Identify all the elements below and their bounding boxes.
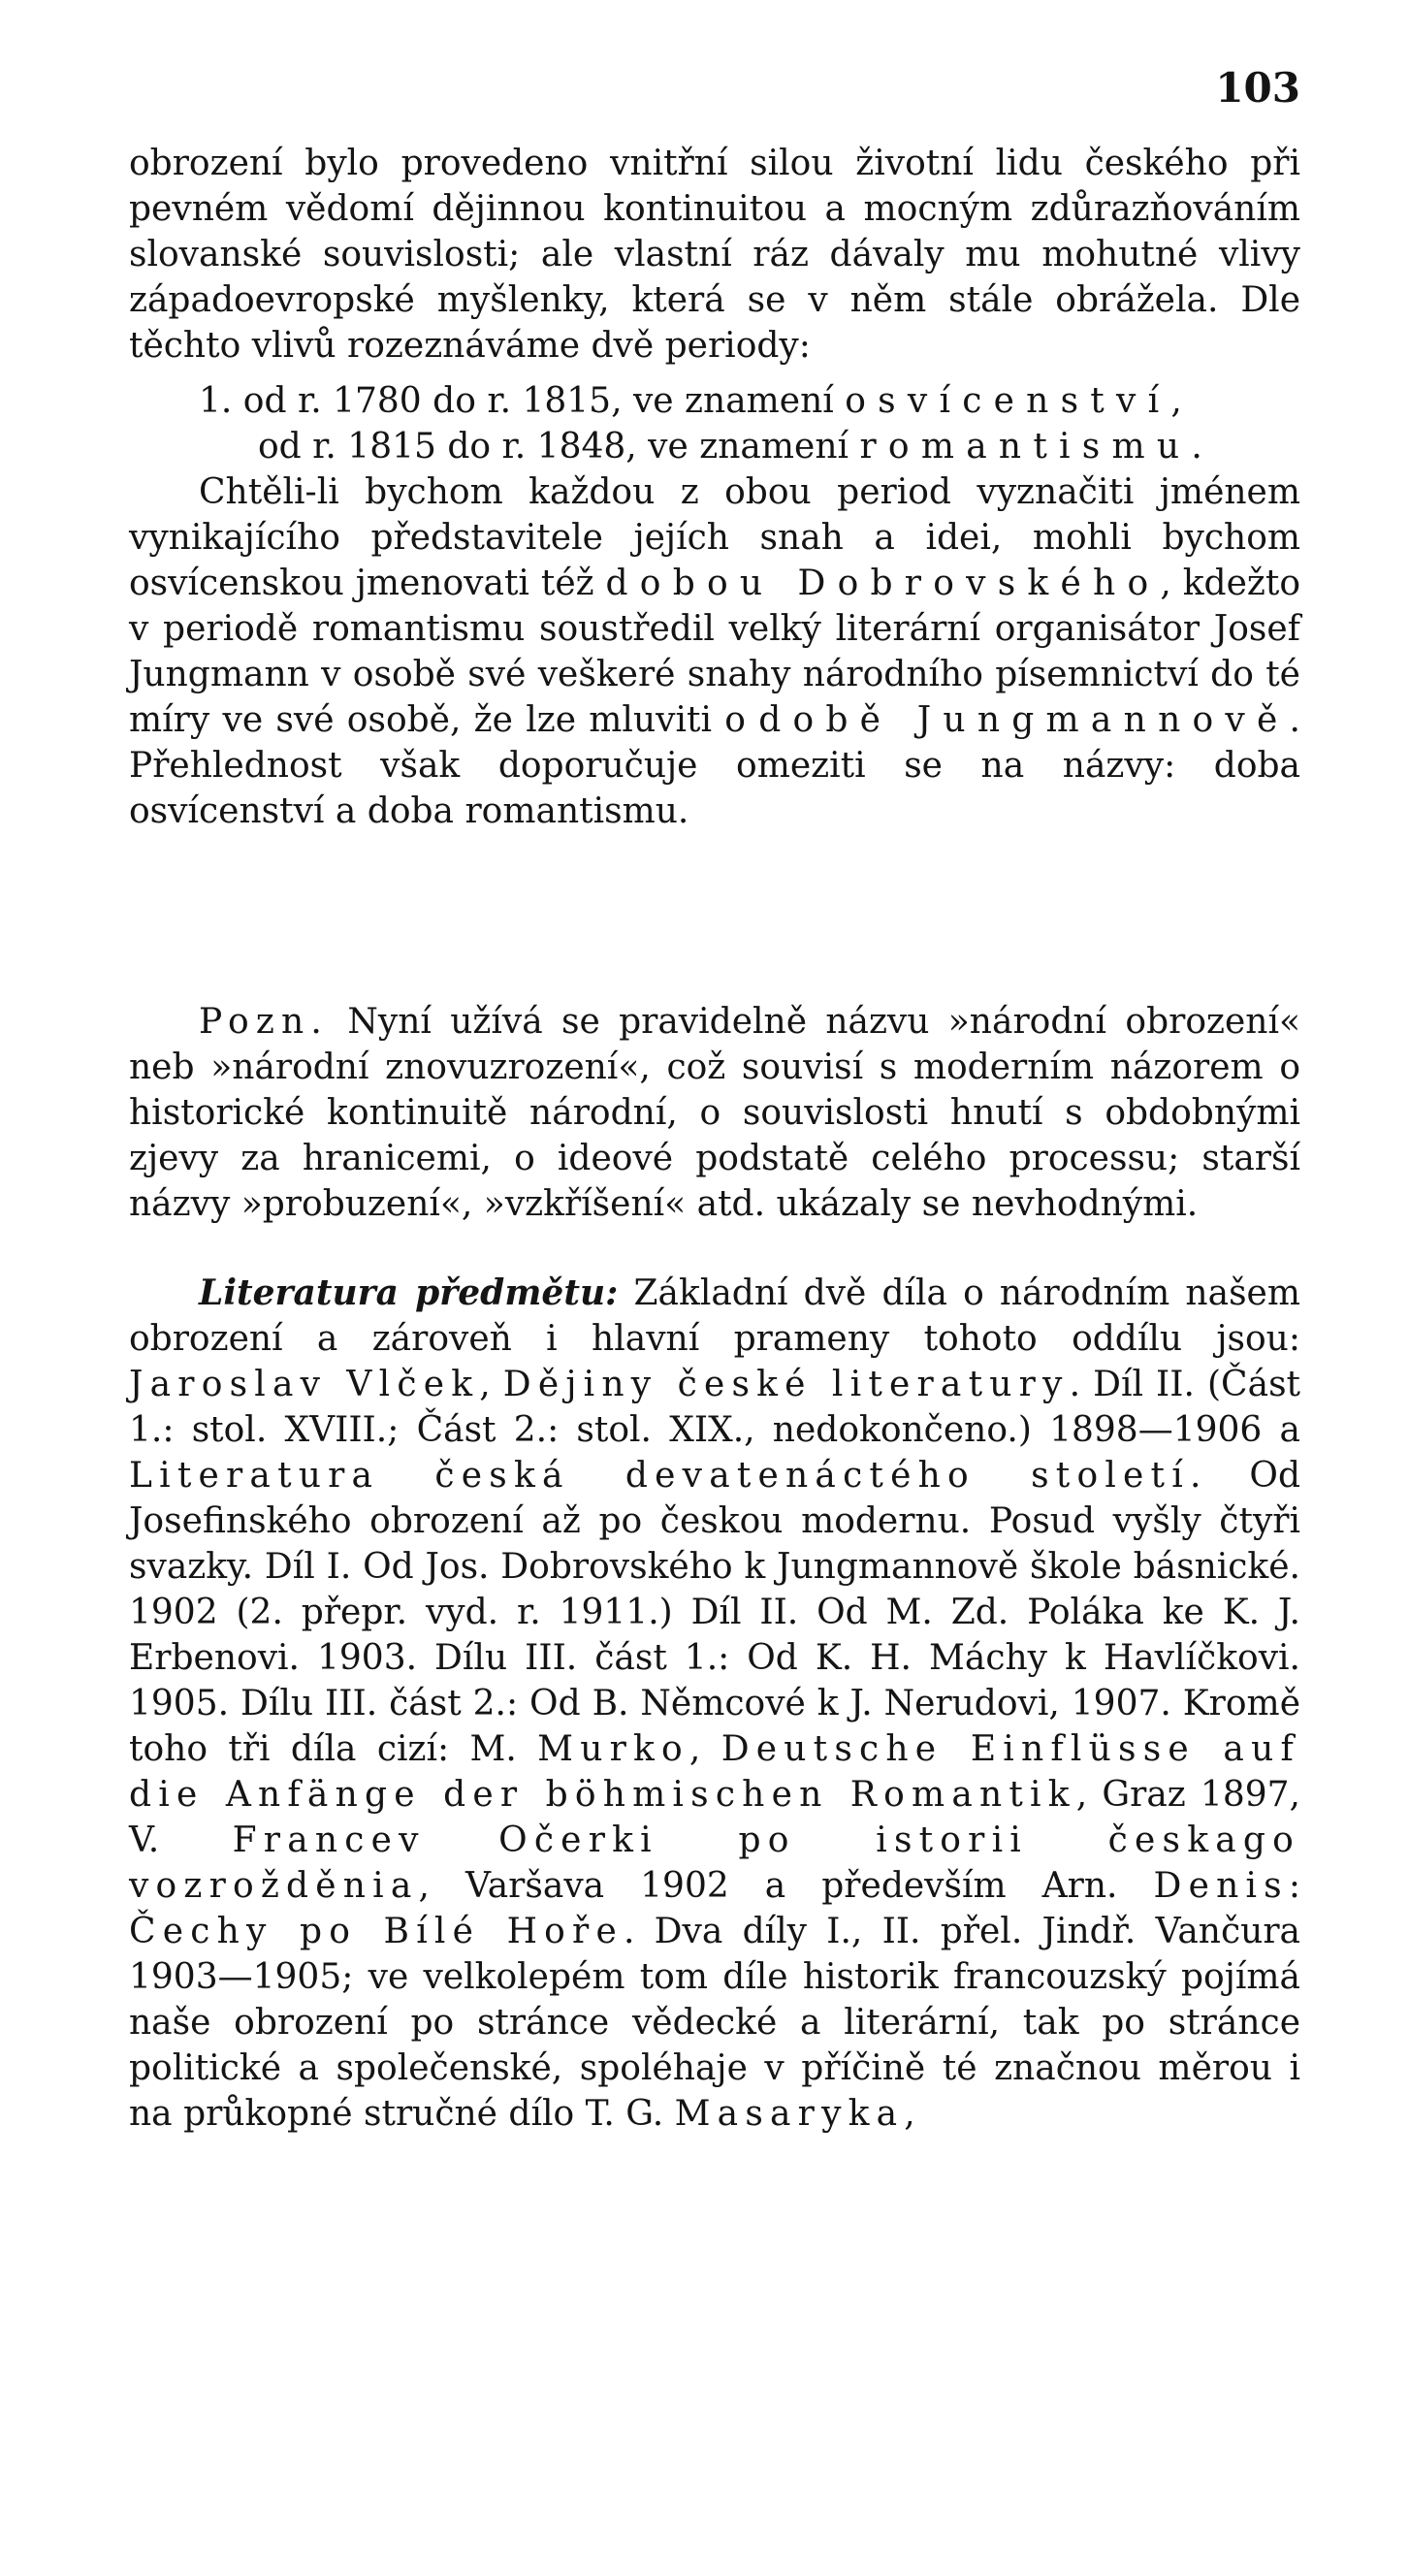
lit-text-10: . Dva díly I., II. přel. Jindř. Vančura 1903—1905; ve velkolepém tom díle historik francouzský pojímá naše obrození po stránce vědecké a literární, tak po stránce politické a společenské, spoléhaje v příčině té značnou měrou i na průkopné stručné dílo T. G. [129, 1912, 1300, 2134]
lit-title-ocerki: Očerki po istorii českago vozrožděnia [129, 1820, 1300, 1906]
page-number: 103 [1215, 64, 1300, 112]
lit-text-4: . Od Josefinského obrození až po českou modernu. Posud vyšly čtyři svazky. Díl I. Od Jos. Dobrovského k Jungmannově škole básnické. 1902 (2. přepr. vyd. r. 1911.) Díl II. Od M. Zd. Poláka ke K. J. Erbenovi. 1903. Dílu III. část 1.: Od K. H. Máchy k Havlíčkovi. 1905. Dílu III. část 2.: Od B. Němcové k J. Nerudovi, 1907. Kromě toho tři díla cizí: M. [129, 1456, 1300, 1769]
literature-text [129, 1271, 1300, 2137]
period-1 [199, 378, 1300, 424]
periods-paragraph [129, 469, 1300, 834]
note-paragraph [129, 999, 1300, 1227]
periods-text-a: Chtěli-li bychom každou z obou period vyznačiti jménem vynikajícího představitele jejích snah a idei, mohli bychom osvícenskou jmenovati též [129, 472, 1300, 603]
lit-text-11: , [904, 2094, 915, 2134]
lit-text-6: , Graz 1897, V. [129, 1775, 1300, 1860]
lit-text-7 [426, 1820, 498, 1860]
note-label: Pozn. [199, 1002, 330, 1042]
intro-text: obrození bylo provedeno vnitřní silou životní lidu českého při pevném vědomí dějinnou kontinuitou a mocným zdůrazňováním slovanské souvislosti; ale vlastní ráz dávaly mu mohutné vlivy západoevropské myšlenky, která se v něm stále obrážela. Dle těchto vlivů rozeznáváme dvě periody: [129, 144, 1300, 366]
period-2-prefix: od r. 1815 do r. 1848, ve znamení [258, 427, 860, 467]
lit-text-3: . Díl II. (Část 1.: stol. XVIII.; Část 2.: stol. XIX., nedokončeno.) 1898—1906 a [129, 1365, 1301, 1450]
lit-text-2: , [479, 1365, 503, 1404]
intro-paragraph [129, 141, 1300, 369]
lit-text-9: : [1288, 1866, 1300, 1906]
literature-label: Literatura předmětu: [199, 1272, 619, 1313]
period-2-term: romantismu [859, 427, 1192, 467]
literature-paragraph [129, 1271, 1300, 2137]
lit-text-8: , Varšava 1902 a především Arn. [418, 1866, 1154, 1906]
periods-jungmann: době Jungmannově [758, 700, 1290, 740]
period-1-suffix: , [1170, 381, 1182, 421]
lit-author-murko: Murko [537, 1729, 689, 1769]
lit-author-denis: Denis [1153, 1866, 1289, 1906]
note-text [129, 999, 1300, 1227]
lit-title-dejiny: Dějiny české literatury [502, 1365, 1070, 1404]
period-1-prefix: 1. od r. 1780 do r. 1815, ve znamení [199, 381, 846, 421]
periods-text-e: . Přehlednost však doporučuje omeziti se na názvy: doba osvícenství a doba romantismu. [129, 700, 1300, 831]
lit-text-5: , [688, 1729, 721, 1769]
period-2 [258, 424, 1360, 469]
periods-text-c: , kdežto v periodě romantismu soustředil velký literární organisátor Josef Jungmann v osobě své veškeré snahy národního písemnictví do té míry ve své osobě, že lze mluviti o [129, 564, 1300, 740]
lit-text-1: Základní dvě díla o národním našem obrození a zároveň i hlavní prameny tohoto oddílu jsou: [129, 1273, 1300, 1359]
lit-author-francev: Francev [232, 1820, 426, 1860]
lit-title-literatura: Literatura česká devatenáctého století [129, 1456, 1190, 1496]
period-2-suffix: . [1191, 427, 1202, 467]
lit-title-deutsche: Deutsche Einflüsse auf die Anfänge der böhmischen Romantik [129, 1729, 1301, 1815]
lit-title-cechy: Čechy po Bílé Hoře [129, 1912, 624, 1951]
lit-author-masaryk: Masaryka [674, 2094, 905, 2134]
period-1-term: osvícenství [845, 381, 1171, 421]
periods-dobrovsky: dobou Dobrovského [605, 564, 1161, 603]
periods-text [129, 469, 1300, 834]
note-body: Nyní užívá se pravidelně názvu »národní obrození« neb »národní znovuzrození«, což souvisí s moderním názorem o historické kontinuitě národní, o souvislosti hnutí s obdobnými zjevy za hranicemi, o ideové podstatě celého processu; starší názvy »probuzení«, »vzkříšení« atd. ukázaly se nevhodnými. [129, 1002, 1300, 1224]
lit-author-vlcek: Jaroslav Vlček [129, 1365, 480, 1404]
